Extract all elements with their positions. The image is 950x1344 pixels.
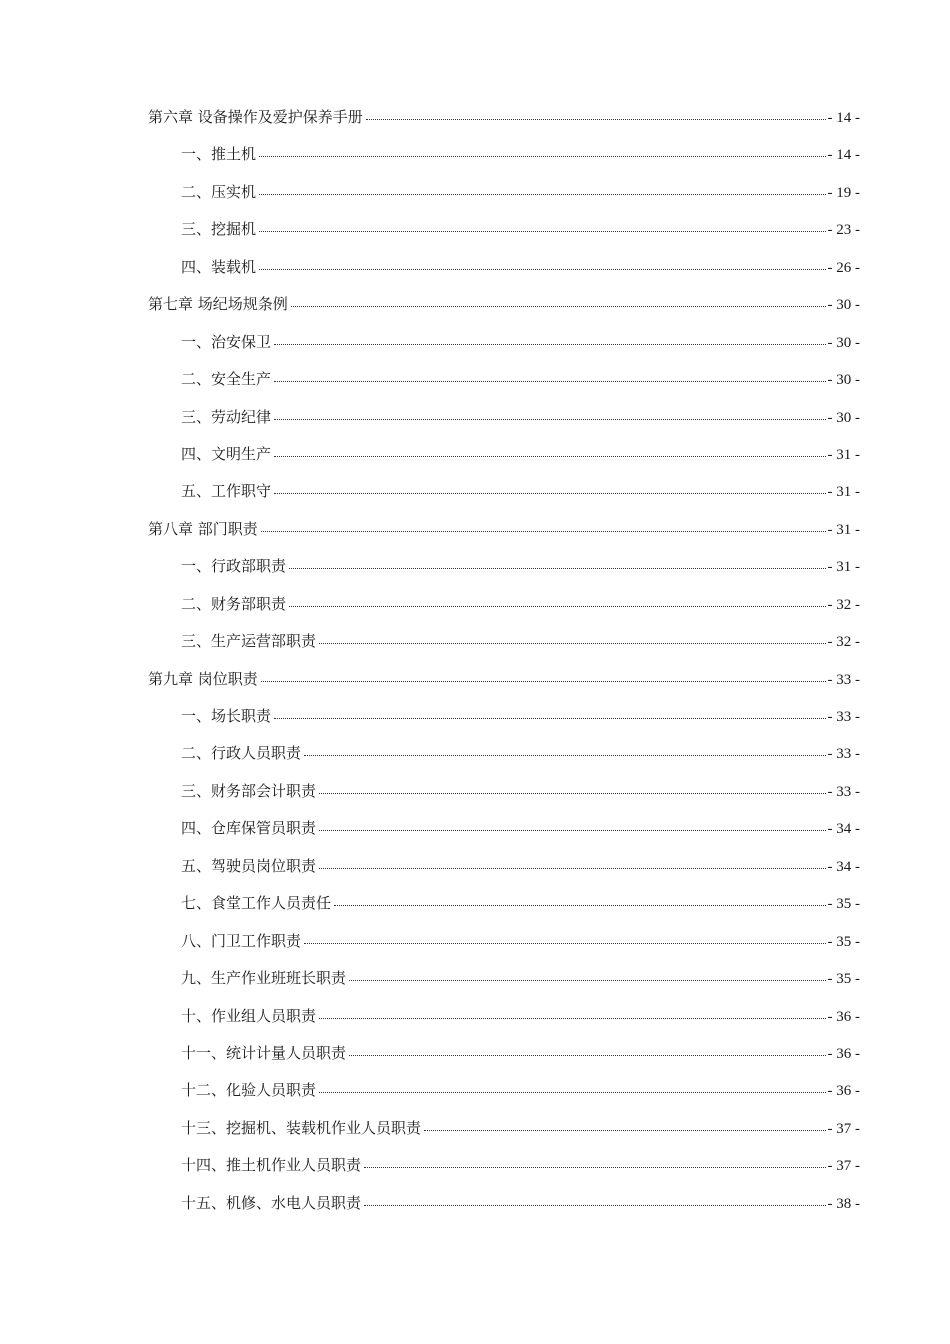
toc-entry-title: 三、生产运营部职责 <box>181 632 317 651</box>
toc-entry-title: 三、财务部会计职责 <box>181 781 317 800</box>
toc-entry-title: 十、作业组人员职责 <box>181 1006 317 1025</box>
dot-leader <box>349 1054 825 1056</box>
dot-leader <box>259 193 825 195</box>
toc-entry-title: 第六章 设备操作及爱护保养手册 <box>148 108 363 126</box>
toc-section-entry[interactable] <box>148 960 860 997</box>
toc-page-number: - 30 - <box>827 297 860 314</box>
toc-page-number: - 35 - <box>827 971 860 988</box>
toc-page-number: - 32 - <box>827 634 860 651</box>
toc-entry-title: 八、门卫工作职责 <box>181 931 302 950</box>
toc-entry-title: 十一、统计计量人员职责 <box>181 1043 347 1062</box>
toc-section-entry[interactable] <box>148 249 860 286</box>
toc-section-entry[interactable] <box>148 174 860 211</box>
toc-section-entry[interactable] <box>148 623 860 660</box>
toc-entry-title: 二、行政人员职责 <box>181 744 302 763</box>
toc-page-number: - 14 - <box>827 147 860 164</box>
toc-entry-title: 七、食堂工作人员责任 <box>181 894 332 913</box>
toc-chapter-entry[interactable] <box>148 286 860 323</box>
toc-section-entry[interactable] <box>148 1185 860 1222</box>
toc-page-number: - 33 - <box>827 709 860 725</box>
toc-page-number: - 31 - <box>827 446 860 463</box>
toc-section-entry[interactable] <box>148 211 860 248</box>
dot-leader <box>319 642 825 644</box>
toc-chapter-entry[interactable] <box>148 99 860 136</box>
toc-entry-title: 十三、挖掘机、装载机作业人员职责 <box>181 1118 422 1137</box>
toc-page-number: - 37 - <box>827 1158 860 1175</box>
toc-page-number: - 36 - <box>827 1083 860 1100</box>
toc-entry-title: 九、生产作业班班长职责 <box>181 969 347 988</box>
dot-leader <box>274 418 825 420</box>
dot-leader <box>289 567 825 569</box>
toc-page-number: - 26 - <box>827 259 860 276</box>
toc-section-entry[interactable] <box>148 586 860 623</box>
toc-entry-title: 十五、机修、水电人员职责 <box>181 1193 362 1212</box>
toc-page-number: - 36 - <box>827 1008 860 1025</box>
toc-section-entry[interactable] <box>148 1147 860 1184</box>
toc-page-number: - 33 - <box>827 746 860 763</box>
dot-leader <box>319 1017 825 1019</box>
toc-page-number: - 23 - <box>827 222 860 239</box>
dot-leader <box>319 792 825 794</box>
toc-section-entry[interactable] <box>148 773 860 810</box>
toc-entry-title: 第七章 场纪场规条例 <box>148 295 288 314</box>
toc-entry-title: 五、工作职守 <box>181 482 272 501</box>
toc-section-entry[interactable] <box>148 136 860 173</box>
toc-page-number: - 14 - <box>827 110 860 126</box>
dot-leader <box>291 305 826 307</box>
dot-leader <box>259 155 825 157</box>
toc-page-number: - 33 - <box>827 783 860 800</box>
toc-entry-title: 十二、化验人员职责 <box>181 1081 317 1100</box>
dot-leader <box>274 492 825 494</box>
toc-page-number: - 38 - <box>827 1195 860 1212</box>
toc-entry-title: 四、装载机 <box>181 257 257 276</box>
toc-entry-title: 五、驾驶员岗位职责 <box>181 856 317 875</box>
toc-entry-title: 二、财务部职责 <box>181 594 287 613</box>
toc-entry-title: 二、安全生产 <box>181 370 272 389</box>
toc-entry-title: 十四、推土机作业人员职责 <box>181 1156 362 1175</box>
toc-section-entry[interactable] <box>148 998 860 1035</box>
toc-page-number: - 37 - <box>827 1120 860 1137</box>
toc-section-entry[interactable] <box>148 923 860 960</box>
toc-page-number: - 30 - <box>827 334 860 351</box>
toc-section-entry[interactable] <box>148 848 860 885</box>
toc-page-number: - 35 - <box>827 896 860 913</box>
dot-leader <box>274 717 825 719</box>
toc-section-entry[interactable] <box>148 399 860 436</box>
dot-leader <box>261 530 826 532</box>
dot-leader <box>261 680 826 682</box>
toc-entry-title: 四、文明生产 <box>181 444 272 463</box>
toc-entry-title: 一、行政部职责 <box>181 557 287 576</box>
dot-leader <box>319 867 825 869</box>
toc-page-number: - 33 - <box>827 671 860 688</box>
toc-page-number: - 31 - <box>827 484 860 501</box>
dot-leader <box>289 605 825 607</box>
toc-page-number: - 35 - <box>827 933 860 950</box>
toc-page-number: - 31 - <box>827 559 860 576</box>
toc-section-entry[interactable] <box>148 810 860 847</box>
toc-entry-title: 一、治安保卫 <box>181 332 272 351</box>
toc-section-entry[interactable] <box>148 698 860 735</box>
dot-leader <box>364 1204 825 1206</box>
toc-section-entry[interactable] <box>148 473 860 510</box>
toc-section-entry[interactable] <box>148 361 860 398</box>
toc-chapter-entry[interactable] <box>148 661 860 698</box>
toc-section-entry[interactable] <box>148 1072 860 1109</box>
dot-leader <box>319 1091 825 1093</box>
toc-page-number: - 30 - <box>827 409 860 426</box>
toc-entry-title: 二、压实机 <box>181 182 257 201</box>
toc-chapter-entry[interactable] <box>148 511 860 548</box>
toc-page-number: - 30 - <box>827 372 860 389</box>
table-of-contents <box>148 99 860 1222</box>
toc-page-number: - 34 - <box>827 821 860 838</box>
toc-entry-title: 第九章 岗位职责 <box>148 669 258 688</box>
toc-page-number: - 31 - <box>827 521 860 538</box>
dot-leader <box>304 754 825 756</box>
dot-leader <box>334 904 825 906</box>
toc-entry-title: 第八章 部门职责 <box>148 519 258 538</box>
toc-page-number: - 32 - <box>827 596 860 613</box>
dot-leader <box>424 1129 825 1131</box>
dot-leader <box>319 829 825 831</box>
dot-leader <box>349 979 825 981</box>
toc-entry-title: 一、推土机 <box>181 145 257 164</box>
toc-page-number: - 19 - <box>827 184 860 201</box>
dot-leader <box>259 268 825 270</box>
toc-entry-title: 三、挖掘机 <box>181 220 257 239</box>
toc-page-number: - 34 - <box>827 858 860 875</box>
toc-page-number: - 36 - <box>827 1045 860 1062</box>
toc-entry-title: 三、劳动纪律 <box>181 407 272 426</box>
dot-leader <box>304 942 825 944</box>
dot-leader <box>364 1166 825 1168</box>
dot-leader <box>366 118 826 120</box>
toc-section-entry[interactable] <box>148 1035 860 1072</box>
dot-leader <box>259 230 825 232</box>
toc-section-entry[interactable] <box>148 324 860 361</box>
dot-leader <box>274 380 825 382</box>
toc-entry-title: 四、仓库保管员职责 <box>181 819 317 838</box>
toc-section-entry[interactable] <box>148 548 860 585</box>
toc-section-entry[interactable] <box>148 1110 860 1147</box>
toc-section-entry[interactable] <box>148 735 860 772</box>
toc-section-entry[interactable] <box>148 436 860 473</box>
toc-section-entry[interactable] <box>148 885 860 922</box>
dot-leader <box>274 343 825 345</box>
dot-leader <box>274 455 825 457</box>
toc-entry-title: 一、场长职责 <box>181 707 272 725</box>
